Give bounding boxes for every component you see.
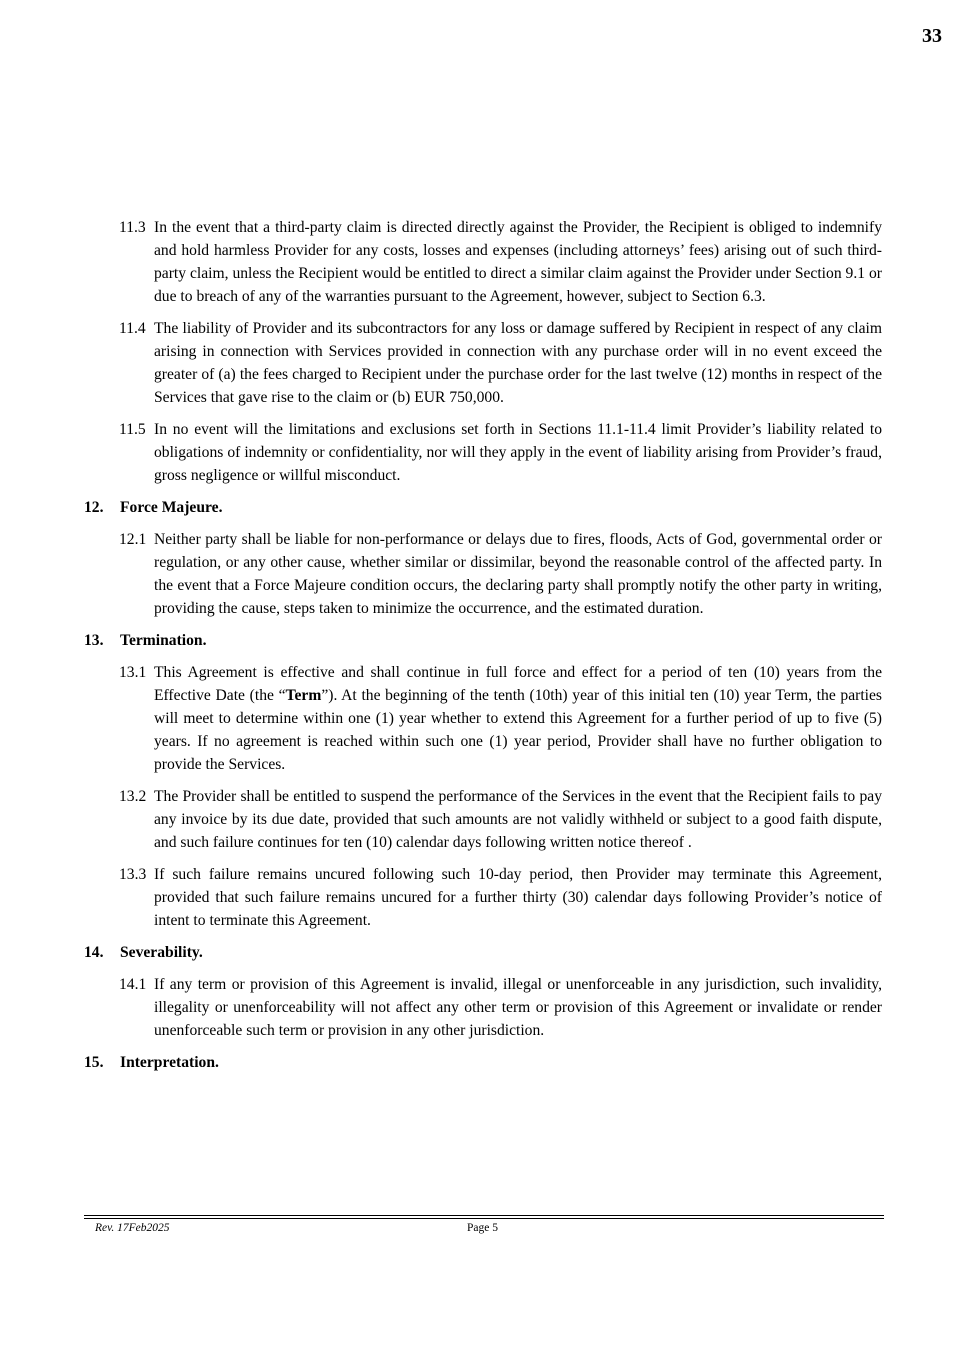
clause-number: 13.1 [119,664,147,681]
clause-text: The liability of Provider and its subcontractors for any loss or damage suffered by Recipient in respect of any claim arising in connection with Services provided in connection with any purchase order will in no event exceed the greater of (a) the fees charged to Recipient under the purchase order for the last twelve (12) months in respect of the Services that gave rise to the claim or (b) EUR 750,000. [154,320,882,406]
clause-13-2 [84,785,882,854]
clause-text: Neither party shall be liable for non-performance or delays due to fires, floods, Acts of God, governmental order or regulation, or any other cause, whether similar or dissimilar, beyond the reasonable control of the affected party. In the event that a Force Majeure condition occurs, the declaring party shall promptly notify the other party in writing, providing the cause, steps taken to minimize the occurrence, and the estimated duration. [154,531,882,617]
section-heading-severability [84,941,882,964]
clause-text-before: This Agreement is effective and shall continue in full force and effect for a period of ten (10) years from the Effective Date (the “ [154,664,882,704]
clause-text-after: ”). At the beginning of the tenth (10th) year of this initial ten (10) year Term, the parties will meet to determine within one (1) year whether to extend this Agreement for a further period of up to five (5) years. If no agreement is reached within such one (1) year period, Provider shall have no further obligation to provide the Services. [154,687,882,773]
clause-text: If such failure remains uncured following such 10-day period, then Provider may terminate this Agreement, provided that such failure remains uncured for a further thirty (30) calendar days following Provider’s notice of intent to terminate this Agreement. [154,866,882,929]
section-number: 13. [84,632,104,649]
clause-number: 12.1 [119,531,147,548]
document-body [84,216,882,1083]
clause-text: The Provider shall be entitled to suspend the performance of the Services in the event that the Recipient fails to pay any invoice by its due date, provided that such amounts are not validly withheld or subject to a good faith dispute, and such failure continues for ten (10) calendar days following written notice thereof . [154,788,882,851]
clause-11-5 [84,418,882,487]
section-number: 14. [84,944,104,961]
clause-number: 11.4 [119,320,146,337]
section-heading-termination [84,629,882,652]
defined-term: Term [285,687,322,704]
section-title: Termination. [120,632,207,649]
clause-number: 14.1 [119,976,147,993]
clause-number: 11.3 [119,219,146,236]
section-title: Severability. [120,944,203,961]
clause-13-3 [84,863,882,932]
clause-number: 13.2 [119,788,147,805]
clause-13-1 [84,661,882,776]
section-heading-force-majeure [84,496,882,519]
footer-rule [84,1215,884,1219]
clause-12-1 [84,528,882,620]
section-title: Force Majeure. [120,499,223,516]
page-number: 33 [922,25,942,47]
clause-text: In the event that a third-party claim is directed directly against the Provider, the Recipient is obliged to indemnify and hold harmless Provider for any costs, losses and expenses (including attorneys’ fees) arising out of such third-party claim, unless the Recipient would be entitled to direct a similar claim against the Provider under Section 9.1 or due to breach of any of the warranties pursuant to the Agreement, however, subject to Section 6.3. [154,219,882,305]
clause-14-1 [84,973,882,1042]
clause-11-3 [84,216,882,308]
footer-page-label: Page 5 [467,1222,498,1234]
footer-revision: Rev. 17Feb2025 [95,1222,170,1234]
clause-11-4 [84,317,882,409]
clause-text: If any term or provision of this Agreement is invalid, illegal or unenforceable in any jurisdiction, such invalidity, illegality or unenforceability will not affect any other term or provision of this Agreement or invalidate or render unenforceable such term or provision in any other jurisdiction. [154,976,882,1039]
clause-number: 13.3 [119,866,147,883]
section-heading-interpretation [84,1051,882,1074]
section-number: 15. [84,1054,104,1071]
section-number: 12. [84,499,104,516]
clause-number: 11.5 [119,421,146,438]
section-title: Interpretation. [120,1054,219,1071]
clause-text: In no event will the limitations and exclusions set forth in Sections 11.1-11.4 limit Provider’s liability related to obligations of indemnity or confidentiality, nor will they apply in the event of liability arising from Provider’s fraud, gross negligence or willful misconduct. [154,421,882,484]
